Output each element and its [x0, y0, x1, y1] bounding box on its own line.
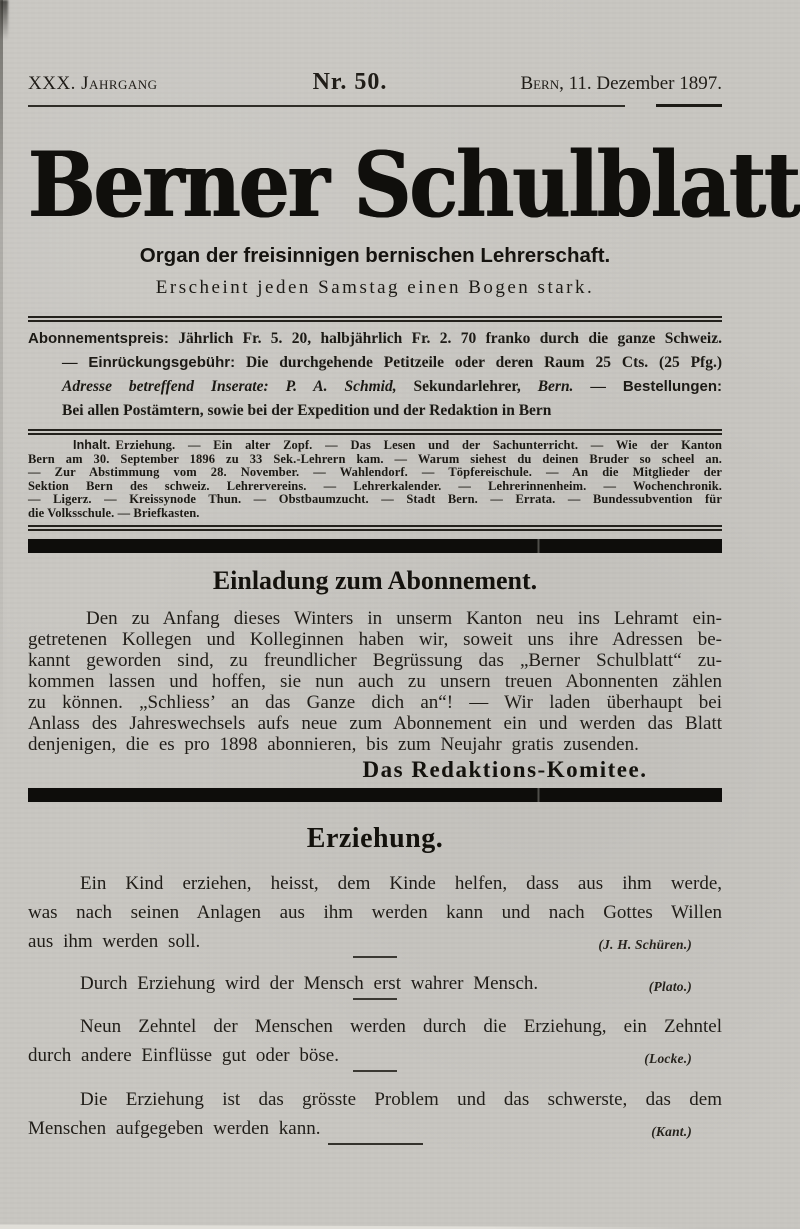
- page-content: [28, 0, 799, 1145]
- inserate-address-italic: Adresse betreffend Inserate: P. A. Schmid,: [62, 378, 397, 395]
- volume-label: XXX. Jahrgang: [28, 73, 158, 94]
- quote-attribution: (Kant.): [651, 1124, 692, 1139]
- masthead-title: Berner Schulblatt: [28, 131, 799, 238]
- quote-divider: [353, 998, 397, 1000]
- header-rule: [28, 103, 722, 108]
- subscription-line-1: [28, 327, 722, 351]
- subscription-line-2: [28, 351, 722, 375]
- dateline: [491, 71, 722, 97]
- quote-line: Neun Zehntel der Menschen werden durch die Erziehung, ein Zehntel: [80, 1016, 722, 1037]
- toc-line-1: [28, 439, 722, 453]
- quote-line: Die Erziehung ist das grösste Problem und das schwerste, das dem: [80, 1089, 722, 1110]
- toc-line-3: — Zur Abstimmung vom 28. November. — Wahlendorf. — Töpfereischule. — An die Mitglieder der: [28, 465, 722, 479]
- header-rule-right-segment: [656, 104, 722, 107]
- quote-line: durch andere Einflüsse gut oder böse.: [28, 1045, 339, 1066]
- quote-plato: [28, 969, 722, 998]
- table-of-contents: [28, 439, 722, 520]
- scan-bottom-edge: [0, 1222, 700, 1229]
- subscription-price-text: Jährlich Fr. 5. 20, halbjährlich Fr. 2. 70 franko durch die ganze Schweiz.: [168, 330, 722, 347]
- subscription-price-label: Abonnementspreis:: [28, 330, 169, 347]
- dateline-date: 11. Dezember 1897.: [563, 73, 722, 94]
- toc-line-5: — Ligerz. — Kreissynode Thun. — Obstbaumzucht. — Stadt Bern. — Errata. — Bundessubvention für: [28, 492, 722, 506]
- quote-attribution: (J. H. Schüren.): [598, 937, 692, 952]
- dash-separator: —: [573, 378, 623, 395]
- quote-divider: [353, 956, 397, 958]
- masthead-subtitle: Organ der freisinnigen bernischen Lehrerschaft.: [139, 244, 611, 267]
- double-rule-middle: [28, 429, 722, 435]
- dateline-place: Bern,: [520, 73, 564, 94]
- scan-left-edge: [0, 0, 3, 762]
- toc-line-6: die Volksschule. — Briefkasten.: [28, 505, 200, 520]
- invitation-line: Den zu Anfang dieses Winters in unserm Kanton neu ins Lehramt ein-: [86, 608, 722, 629]
- quote-attribution: (Plato.): [648, 979, 692, 994]
- redaktions-komitee-signature: [28, 757, 722, 783]
- header-rule-left-segment: [28, 105, 625, 107]
- toc-line-2: Bern am 30. September 1896 zu 33 Sek.-Lehrern kam. — Warum siehest du deinen Bruder so scheel an.: [28, 451, 722, 466]
- toc-line-1-text: Erziehung. — Ein alter Zopf. — Das Lesen und der Sachunterricht. — Wie der Kanton: [115, 438, 722, 452]
- masthead-tagline: Erscheint jeden Samstag einen Bogen stark.: [155, 277, 595, 298]
- quote-attribution: (Locke.): [644, 1051, 692, 1066]
- quote-line: Ein Kind erziehen, heisst, dem Kinde helfen, dass aus ihm werde,: [80, 873, 722, 894]
- quote-locke: [28, 1012, 722, 1070]
- section-divider-bar-bottom: [28, 788, 722, 802]
- toc-label: Inhalt.: [73, 438, 111, 452]
- dash-prefix: —: [62, 354, 89, 371]
- subscription-line-4: Bei allen Postämtern, sowie bei der Expedition und der Redaktion in Bern: [62, 402, 552, 419]
- double-rule-bottom: [28, 525, 722, 531]
- invitation-paragraph: [28, 608, 722, 755]
- quote-line: was nach seinen Anlagen aus ihm werden kann und nach Gottes Willen: [28, 902, 722, 923]
- invitation-heading: Einladung zum Abonnement.: [212, 566, 538, 595]
- section-divider-bar-top: [28, 539, 722, 553]
- issue-header-row: [28, 0, 722, 97]
- inserate-address-text: Sekundarlehrer,: [396, 378, 538, 395]
- invitation-line: denjenigen, die es pro 1898 abonnieren, bis zum Neujahr gratis zusenden.: [28, 734, 639, 755]
- invitation-line: getretenen Kollegen und Kolleginnen haben wir, soweit uns ihre Adressen be-: [28, 629, 722, 650]
- quote-line: Durch Erziehung wird der Mensch erst wahrer Mensch.: [80, 973, 539, 994]
- quote-divider: [353, 1070, 397, 1072]
- quote-kant: [28, 1085, 722, 1143]
- signature-text: Das Redaktions-Komitee.: [362, 757, 648, 782]
- insertion-fee-label: Einrückungsgebühr:: [88, 354, 236, 371]
- toc-line-4: Sektion Bern des schweiz. Lehrervereins. — Lehrerkalender. — Lehrerinnenheim. — Wochenchronik.: [28, 478, 722, 493]
- orders-label: Bestellungen:: [622, 378, 723, 395]
- subscription-block: [28, 327, 722, 423]
- invitation-line: zu können. „Schliess’ an das Ganze dich an“! — Wir laden überhaupt bei: [28, 692, 722, 713]
- invitation-line: kommen lassen und hoffen, sie nun auch zu unsern treuen Abonnenten zählen: [28, 671, 722, 692]
- inserate-city-italic: Bern.: [537, 378, 574, 395]
- invitation-line: kannt geworden sind, zu freundlicher Begrüssung das „Berner Schulblatt“ zu-: [28, 650, 722, 671]
- quote-divider-wide: [328, 1143, 423, 1145]
- invitation-line: Anlass des Jahreswechsels aufs neue zum Abonnement ein und werden das Blatt: [28, 713, 722, 734]
- quote-line: Menschen aufgegeben werden kann.: [28, 1118, 321, 1139]
- subscription-line-3: [28, 375, 722, 399]
- double-rule-top: [28, 316, 722, 322]
- erziehung-heading: Erziehung.: [306, 823, 444, 854]
- insertion-fee-text: Die durchgehende Petitzeile oder deren Raum 25 Cts. (25 Pfg.): [235, 354, 723, 371]
- issue-number: Nr. 50.: [312, 69, 388, 95]
- quote-line: aus ihm werden soll.: [28, 931, 201, 952]
- quote-schueren: [28, 869, 722, 956]
